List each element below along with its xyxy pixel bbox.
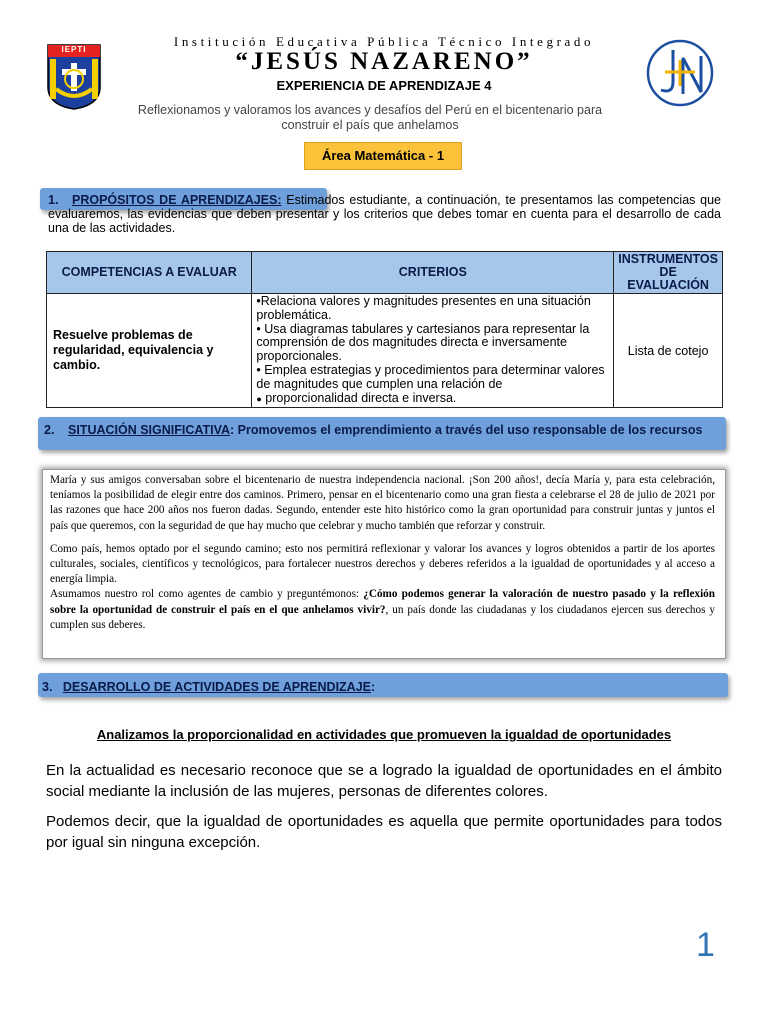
section1-number: 1. xyxy=(48,193,59,207)
criteria-cell xyxy=(252,294,614,408)
header-competencias: COMPETENCIAS A EVALUAR xyxy=(47,252,252,294)
criterion-item: • Usa diagramas tabulares y cartesianos para representar la comprensión de dos magnitudes directa e inversamente proporcionales. xyxy=(256,321,590,364)
section1-title: PROPÓSITOS DE APRENDIZAJES: xyxy=(72,193,282,207)
page-number: 1 xyxy=(696,926,715,964)
instrument-cell: Lista de cotejo xyxy=(614,294,723,408)
situation-text xyxy=(50,473,715,633)
table-row xyxy=(47,294,723,408)
situation-question: ¿Cómo podemos generar la valoración de nuestro pasado y la reflexión sobre la oportunidad de construir el país en el que anhelamos vivir? xyxy=(50,588,715,616)
section3-number: 3. xyxy=(42,680,53,694)
section3-title: DESARROLLO DE ACTIVIDADES DE APRENDIZAJE xyxy=(62,680,371,694)
activity-paragraph-2: Podemos decir, que la igualdad de oportunidades es aquella que permite oportunidades para todos por igual sin ninguna excepción. xyxy=(46,813,722,851)
criterion-item: •Relaciona valores y magnitudes presentes en una situación problemática. xyxy=(256,294,591,322)
header-criterios: CRITERIOS xyxy=(252,252,614,294)
competency-cell: Resuelve problemas de regularidad, equivalencia y cambio. xyxy=(47,294,252,408)
section3-heading: 3. DESARROLLO DE ACTIVIDADES DE APRENDIZAJE: xyxy=(42,680,376,694)
bullet-icon: ● xyxy=(256,393,262,404)
criterion-item: ● proporcionalidad directa e inversa. xyxy=(256,390,457,405)
activity-title: Analizamos la proporcionalidad en actividades que promueven la igualdad de oportunidades xyxy=(96,727,672,742)
header-instrumentos: INSTRUMENTOS DE EVALUACIÓN xyxy=(614,252,723,294)
section1-paragraph xyxy=(48,193,721,235)
section1-text: Estimados estudiante, a continuación, te presentamos las competencias que evaluaremos, las evidencias que deben presentar y los criterios que debes tomar en cuenta para el desarrollo de cada una de las actividades. xyxy=(48,193,721,235)
competencies-table xyxy=(46,251,723,408)
activity-paragraph-1: En la actualidad es necesario reconoce que se a logrado la igualdad de oportunidades en el ámbito social mediante la inclusión de las mujeres, personas de diferentes colores. xyxy=(46,762,722,800)
section2-heading xyxy=(44,423,720,437)
situation-paragraph-3: Asumamos nuestro rol como agentes de cambio y preguntémonos: ¿Cómo podemos generar la valoración de nuestro pasado y la reflexión sobre la oportunidad de construir el país en el que anhelamos vivir?, un país donde las ciudadanas y los ciudadanos ejercen sus derechos y cumplen sus deberes. xyxy=(50,588,715,631)
experience-title: EXPERIENCIA DE APRENDIZAJE 4 xyxy=(276,78,492,93)
section2-title: SITUACIÓN SIGNIFICATIVA xyxy=(68,423,231,437)
section2-rest: : Promovemos el emprendimiento a través del uso responsable de los recursos xyxy=(230,423,703,437)
school-name: “JESÚS NAZARENO” xyxy=(235,48,533,75)
situation-paragraph-1: María y sus amigos conversaban sobre el bicentenario de nuestra independencia nacional. ¡Son 200 años!, decía María y, para esta celebración, teníamos la posibilidad de elegir entre dos caminos. Primero, pensar en el bicentenario como una gran fiesta a celebrarse el 28 de julio de 2021 por las razones que hace 200 años nos fueron dadas. Segundo, entender este hito histórico como la gran oportunidad para construir juntas y juntos el país que queremos, con la seguridad de que hay mucho que celebrar y mucho también que reforzar y construir. xyxy=(50,474,715,532)
section2-number: 2. xyxy=(44,423,55,437)
school-type-line: Institución Educativa Pública Técnico Integrado xyxy=(173,34,595,49)
experience-subtitle: Reflexionamos y valoramos los avances y desafíos del Perú en el bicentenario para construir el país que anhelamos xyxy=(137,103,603,132)
area-badge: Área Matemática - 1 xyxy=(304,142,462,170)
table-header-row xyxy=(47,252,723,294)
criterion-item: • Emplea estrategias y procedimientos para determinar valores de magnitudes que cumplen una relación de xyxy=(256,362,605,391)
situation-paragraph-2: Como país, hemos optado por el segundo camino; esto nos permitirá reflexionar y valorar los avances y logros obtenidos a partir de los aportes culturales, sociales, científicos y tecnológicos, para fortalecer nuestros derechos y deberes referidos a la igualdad de oportunidades y al acceso a energía limpia. xyxy=(50,542,715,586)
crest-text: IEPTI xyxy=(61,45,87,54)
